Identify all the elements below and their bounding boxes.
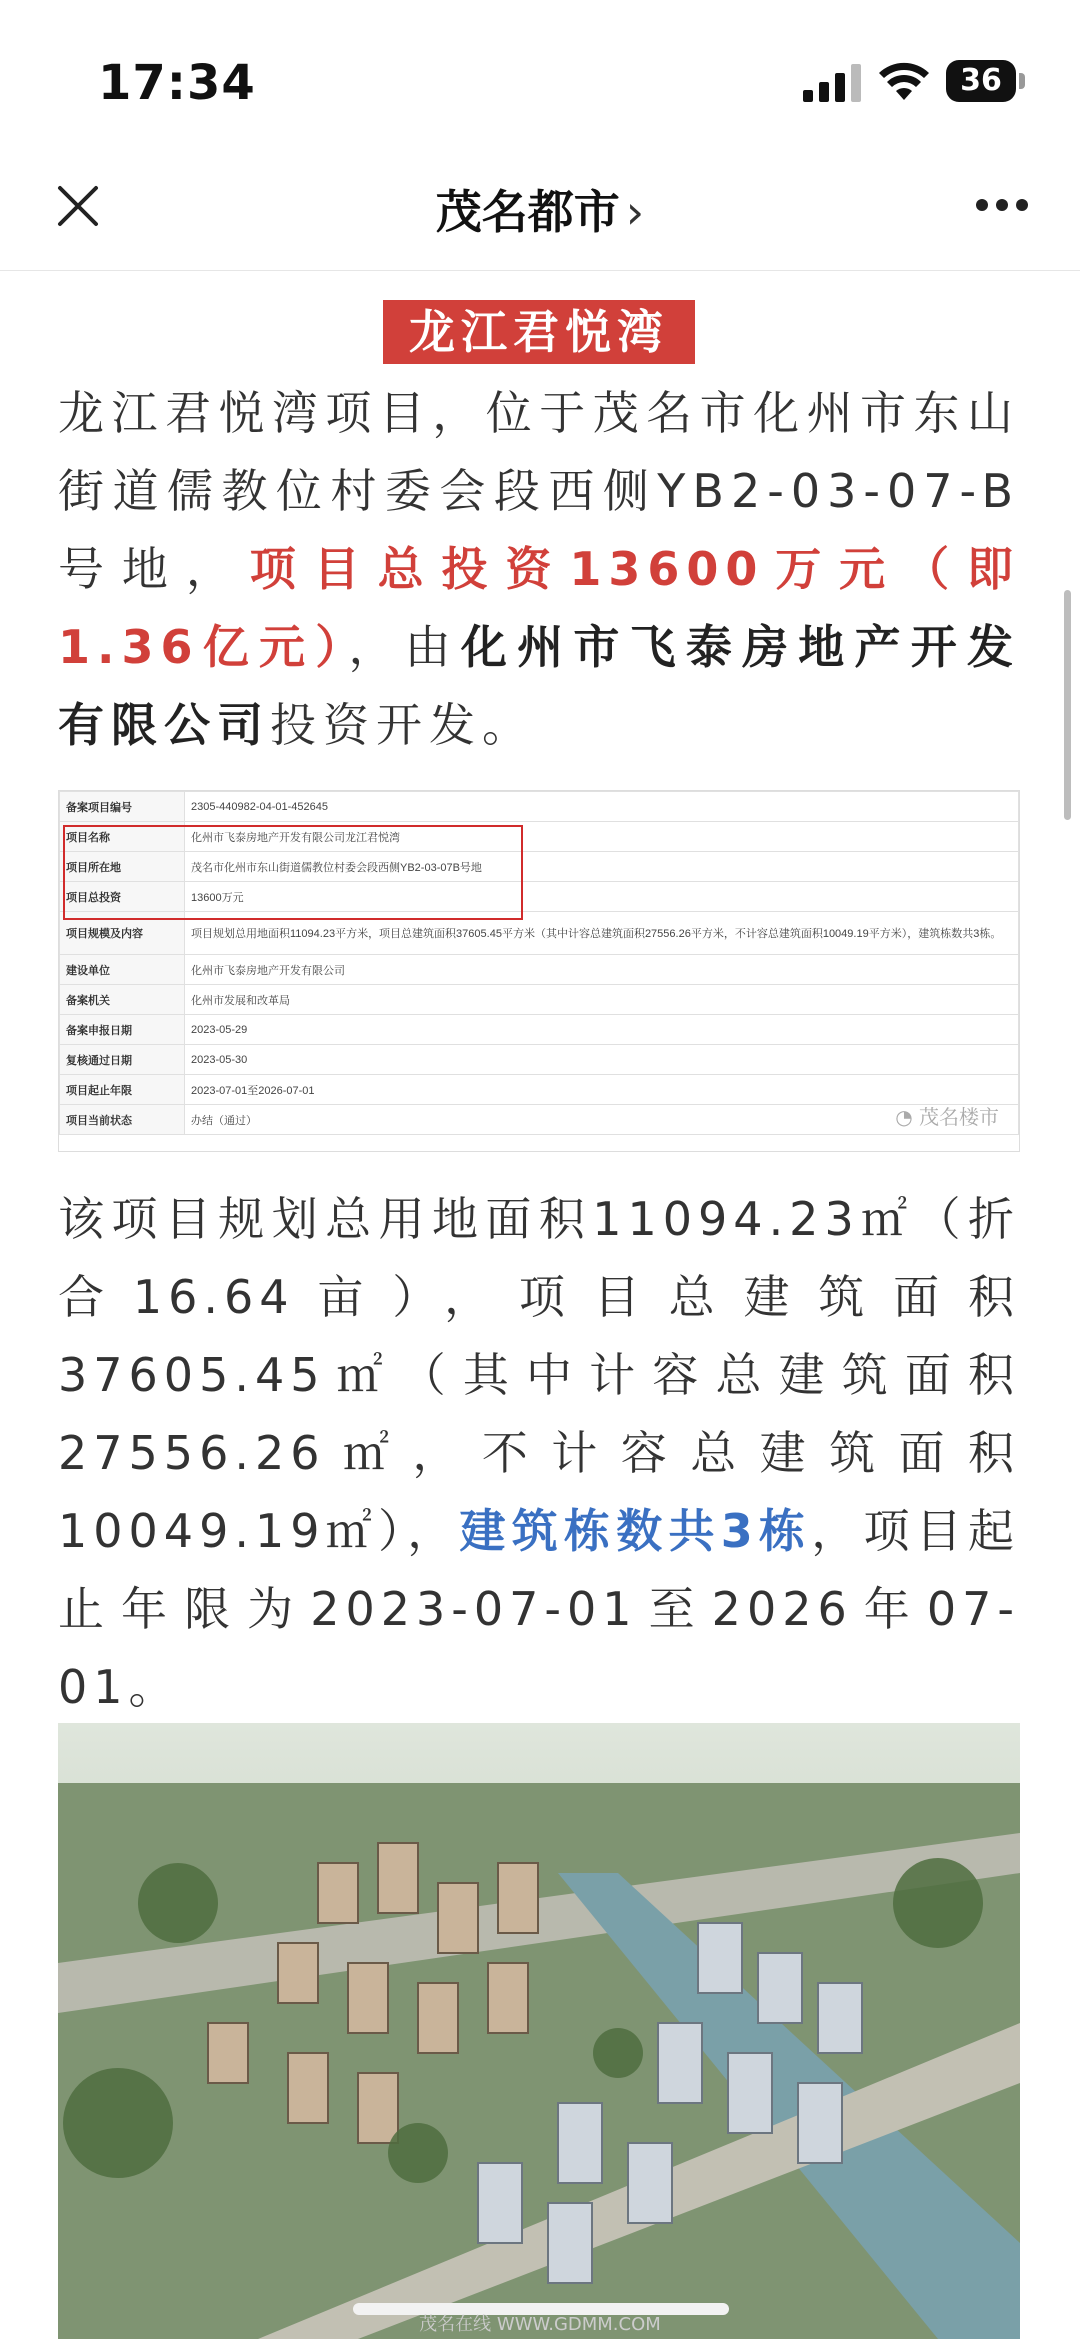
image-watermark-caption: 茂名在线 WWW.GDMM.COM (419, 2314, 661, 2335)
status-bar (0, 0, 1080, 150)
account-name: 茂名都市 (435, 185, 620, 239)
table-key: 备案项目编号 (60, 792, 185, 822)
table-key: 备案机关 (60, 985, 185, 1015)
paragraph-details (58, 1180, 1020, 1726)
more-options-icon[interactable] (975, 198, 1029, 212)
battery-icon (946, 60, 1026, 104)
table-row (60, 955, 1019, 985)
paragraph-intro (58, 374, 1020, 764)
intro-text: 龙江君悦湾项目，位于茂名市化州市东山街道儒教位村委会段西侧YB2-03-07-B号地， (58, 386, 1020, 596)
table-row (60, 1015, 1019, 1045)
table-value: 13600万元 (185, 882, 1019, 912)
table-key: 复核通过日期 (60, 1045, 185, 1075)
table-value: 化州市发展和改革局 (185, 985, 1019, 1015)
account-title-link[interactable] (0, 176, 1080, 242)
table-key: 项目名称 (60, 822, 185, 852)
intro-text-2: ，由 (348, 620, 461, 674)
details-text: 该项目规划总用地面积11094.23㎡（折合16.64亩），项目总建筑面积37605.45㎡（其中计容总建筑面积27556.26㎡，不计容总建筑面积10049.19㎡）， (58, 1192, 1020, 1558)
aerial-rendering (58, 1723, 1020, 2339)
scrollbar[interactable] (1064, 590, 1071, 820)
table-row (60, 792, 1019, 822)
project-rendering-image[interactable] (58, 1723, 1020, 2339)
watermark-text: 茂名楼市 (919, 1105, 999, 1129)
table-key: 项目起止年限 (60, 1075, 185, 1105)
table-row (60, 1075, 1019, 1105)
table-row (60, 1045, 1019, 1075)
intro-text-3: 投资开发。 (270, 698, 535, 752)
battery-level: 36 (960, 63, 1002, 98)
table-value: 项目规划总用地面积11094.23平方米，项目总建筑面积37605.45平方米（其中计容总建筑面积27556.26平方米，不计容总建筑面积10049.19平方米），建筑栋数共3栋。 (185, 912, 1019, 955)
details-text-2: ，项目起止年限为2023-07-01至2026年07-01。 (58, 1504, 1020, 1714)
table-value: 办结（通过） (185, 1105, 1019, 1135)
table-row (60, 1105, 1019, 1135)
table-value: 2305-440982-04-01-452645 (185, 792, 1019, 822)
table-key: 建设单位 (60, 955, 185, 985)
table-value: 化州市飞泰房地产开发有限公司 (185, 955, 1019, 985)
table-value: 化州市飞泰房地产开发有限公司龙江君悦湾 (185, 822, 1019, 852)
table-key: 项目当前状态 (60, 1105, 185, 1135)
chevron-right-icon: › (625, 185, 645, 239)
project-record-table-image (58, 790, 1020, 1152)
table-row (60, 985, 1019, 1015)
table-key: 项目规模及内容 (60, 912, 185, 955)
section-banner: 龙江君悦湾 (383, 300, 695, 364)
table-value: 2023-07-01至2026-07-01 (185, 1075, 1019, 1105)
table-value: 2023-05-29 (185, 1015, 1019, 1045)
table-key: 项目所在地 (60, 852, 185, 882)
developer-name: 化州市飞泰房地产开发有限公司 (58, 620, 1021, 752)
wifi-icon (878, 60, 930, 102)
cellular-signal-icon (803, 64, 861, 102)
table-key: 备案申报日期 (60, 1015, 185, 1045)
table-value: 茂名市化州市东山街道儒教位村委会段西侧YB2-03-07B号地 (185, 852, 1019, 882)
investment-highlight: 项目总投资13600万元（即1.36亿元） (58, 542, 1020, 674)
wechat-icon: ◔ (895, 1105, 913, 1129)
watermark (895, 1101, 999, 1130)
table-value: 2023-05-30 (185, 1045, 1019, 1075)
highlight-box (63, 825, 523, 920)
status-time: 17:34 (98, 55, 256, 111)
building-count-highlight: 建筑栋数共3栋 (459, 1504, 812, 1558)
table-key: 项目总投资 (60, 882, 185, 912)
